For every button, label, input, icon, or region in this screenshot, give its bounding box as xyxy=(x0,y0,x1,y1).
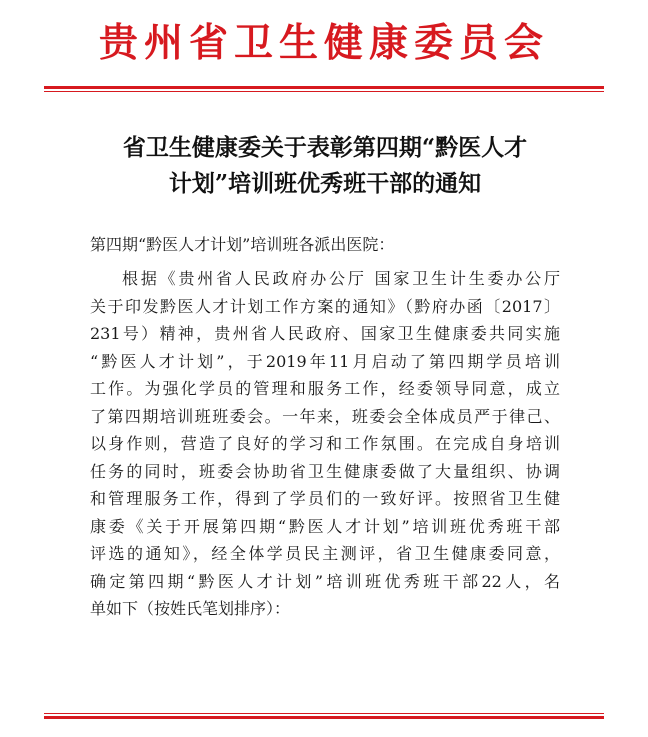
footer-rule-thin xyxy=(44,713,604,714)
header-rule-thin xyxy=(44,91,604,92)
body-line: 工作。为强化学员的管理和服务工作，经委领导同意，成立 xyxy=(90,379,560,398)
body-line: 231号）精神，贵州省人民政府、国家卫生健康委共同实施 xyxy=(90,324,560,343)
body-line: 确定第四期“黔医人才计划”培训班优秀班干部22人，名 xyxy=(90,571,560,591)
issuing-org-header: 贵州省卫生健康委员会 xyxy=(98,20,549,66)
body-line: 单如下（按姓氏笔划排序）： xyxy=(90,599,291,618)
document-title xyxy=(60,130,590,202)
body-paragraph xyxy=(90,265,560,623)
body-line: 根据《贵州省人民政府办公厅 国家卫生计生委办公厅 xyxy=(122,269,560,288)
salutation: 第四期“黔医人才计划”培训班各派出医院： xyxy=(90,235,395,254)
body-line: “黔医人才计划”，于2019年11月启动了第四期学员培训 xyxy=(90,351,560,371)
header-rule-thick xyxy=(44,86,604,89)
body-line: 评选的通知》，经全体学员民主测评，省卫生健康委同意， xyxy=(90,544,560,563)
body-line: 任务的同时，班委会协助省卫生健康委做了大量组织、协调 xyxy=(90,461,560,481)
document-title-line-1: 省卫生健康委关于表彰第四期“黔医人才 xyxy=(122,134,528,161)
document-title-line-2: 计划”培训班优秀班干部的通知 xyxy=(168,170,482,197)
body-line: 关于印发黔医人才计划工作方案的通知》（黔府办函〔2017〕 xyxy=(90,296,560,316)
body-line: 了第四期培训班班委会。一年来，班委会全体成员严于律己、 xyxy=(90,406,560,426)
body-line: 康委《关于开展第四期“黔医人才计划”培训班优秀班干部 xyxy=(90,516,560,536)
body-line: 和管理服务工作，得到了学员们的一致好评。按照省卫生健 xyxy=(90,489,560,508)
footer-rule-thick xyxy=(44,716,604,719)
body-line: 以身作则，营造了良好的学习和工作氛围。在完成自身培训 xyxy=(90,434,560,453)
